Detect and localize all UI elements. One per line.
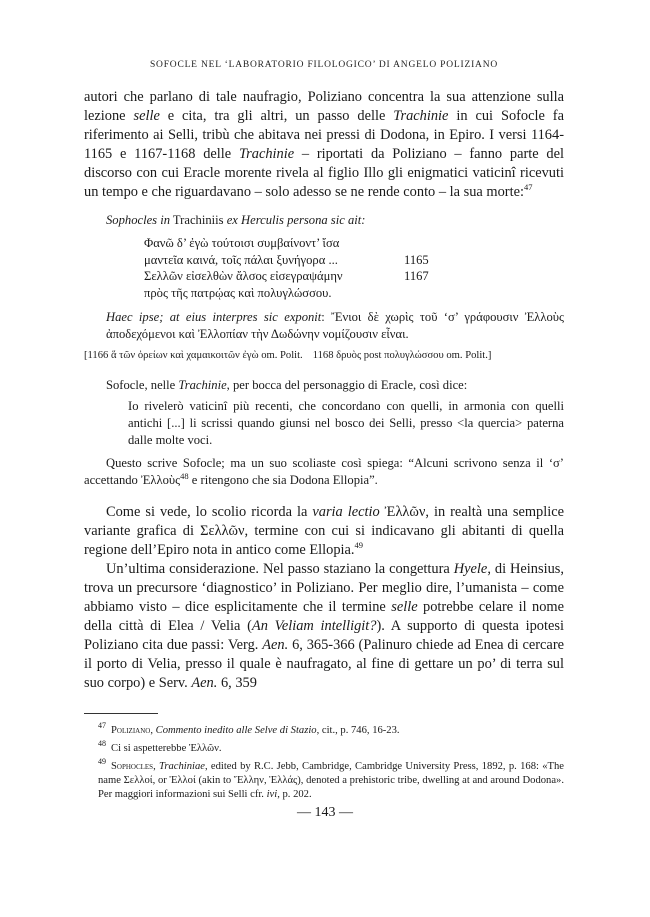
text: Trachinie <box>238 146 295 162</box>
text: Trachinie <box>393 108 449 124</box>
footnote-ref: 47 <box>523 182 533 193</box>
footnote-48 <box>84 739 564 756</box>
text: Hyele <box>453 561 488 577</box>
text: potrebbe celare il nome della città di Elea / Velia ( <box>84 599 565 634</box>
verse-number <box>404 235 444 252</box>
text: : Ἔνιοι δὲ χωρὶς τοῦ ‘σ’ γράφουσιν Ἐλλοὺς ἀποδεχόμενοι καὶ Ἐλλοπίαν τὴν Δωδώνην νομίζουσιν εἶναι. <box>106 310 564 341</box>
verse-line <box>144 285 564 302</box>
page-number: — 143 — <box>297 805 353 820</box>
text: , edited by R.C. Jebb, Cambridge, Cambridge University Press, 1892, p. 168: «The name Σελλοί, or Ἑλλοί (akin to Ἕλλην, Ἑλλάς), denoted a prehistoric tribe, dwelling at and around Dodona». Per maggiori informazioni sui Selli cfr. <box>98 761 565 800</box>
text: Come si vede, lo scolio ricorda la <box>106 504 313 520</box>
text: Commento inedito alle Selve di Stazio <box>155 725 317 736</box>
scholion-translation <box>84 455 564 489</box>
text: Haec ipse; at eius interpres sic exponit <box>106 310 322 324</box>
text: selle <box>133 108 160 124</box>
verse-number: 1167 <box>404 269 429 283</box>
verse-text: μαντεῖα καινά, τοῖς πάλαι ξυνήγορα ... <box>144 252 338 267</box>
text: autori che parlano di tale naufragio, Poliziano concentra la sua attenzione sulla lezione <box>84 89 564 124</box>
verse-block <box>144 235 564 301</box>
text: , per bocca del personaggio di Eracle, così dice: <box>226 378 468 392</box>
text: Poliziano <box>111 725 151 736</box>
paragraph-1 <box>84 88 564 202</box>
text: [1166 ἅ τῶν ὀρείων καὶ χαμαικοιτῶν ἐγὼ om. Polit. <box>84 350 303 361</box>
footnote-separator <box>84 713 158 714</box>
text: , p. 202. <box>277 789 312 800</box>
paragraph-2 <box>84 503 564 560</box>
text: e ritengono che sia Dodona Ellopia”. <box>188 473 378 487</box>
text: in cui Sofocle fa riferimento ai Selli, tribù che abitava nei pressi di Dodona, in Epiro. I versi 1164-1165 e 1167-1168 delle <box>84 108 564 162</box>
text: ivi <box>266 789 278 800</box>
translation-intro <box>106 377 564 394</box>
text: Ci si aspetterebbe Ἐλλῶν. <box>111 743 222 754</box>
text: , <box>153 761 160 772</box>
text: Trachiniis <box>170 213 227 227</box>
text: 6, 359 <box>217 675 257 691</box>
footnote-ref: 48 <box>180 470 189 481</box>
footnote-49 <box>84 757 565 802</box>
verse-line <box>144 252 564 269</box>
translation-block: Io rivelerò vaticinî più recenti, che concordano con quelli, in armonia con quelli antichi [...] li scrissi quando giunsi nel bosco dei Selli, presso <la quercia> paterna dalle molte voci. <box>128 399 564 447</box>
text: Sophocles <box>111 761 154 772</box>
verse-text: Φανῶ δ’ ἐγὼ τούτοισι συμβαίνοντ’ ἴσα <box>144 236 340 250</box>
text: 6, 365-366 (Palinuro chiede ad Enea di cercare il porto di Velia, presso il quale è naufragato, al fine di gettare un po’ di terra sul suo corpo) e Serv. <box>84 637 564 691</box>
footnote-number: 48 <box>98 739 106 749</box>
quote-intro <box>106 212 564 229</box>
text: , cit., p. 746, 16-23. <box>316 725 400 736</box>
text: ex Herculis persona sic ait: <box>226 213 366 227</box>
text: Trachiniae <box>159 761 205 772</box>
verse-line <box>144 235 564 252</box>
text: 1168 δρυὸς post πολυγλώσσου om. Polit.] <box>312 350 492 361</box>
text: , <box>150 725 156 736</box>
text: Aen. <box>191 675 218 691</box>
text: ). A supporto di questa ipotesi Poliziano cita due passi: Verg. <box>84 618 564 653</box>
text: e cita, tra gli altri, un passo delle <box>159 108 394 124</box>
apparatus-criticus <box>84 349 564 363</box>
footnote-ref: 49 <box>354 540 364 551</box>
running-head: SOFOCLE NEL ‘LABORATORIO FILOLOGICO’ DI ANGELO POLIZIANO <box>149 60 499 70</box>
text: An Veliam intelligit? <box>251 618 377 634</box>
footnote-number: 47 <box>98 721 106 731</box>
text: Sofocle, nelle <box>106 378 179 392</box>
text: – riportati da Poliziano – fanno parte del discorso con cui Eracle morente rivela al figlio Illo gli enigmatici vaticinî ricevuti un tempo e che riguardavano – solo adesso se ne rende conto – la sua morte: <box>84 146 564 200</box>
text: Trachinie <box>178 378 227 392</box>
text: Questo scrive Sofocle; ma un suo scoliaste così spiega: “Alcuni scrivono senza il ‘σ’ accettando Ἐλλοὺς <box>84 456 564 487</box>
text: varia lectio <box>312 504 380 520</box>
text: selle <box>391 599 418 615</box>
text: Aen. <box>262 637 289 653</box>
text: Ἐλλῶν, in realtà una semplice variante grafica di Σελλῶν, termine con cui si indicavano gli abitanti di quella regione dell’Epiro nota in antico come Ellopia. <box>84 504 564 558</box>
verse-number <box>404 285 444 302</box>
page-body <box>84 60 564 806</box>
text: Sophocles in <box>106 213 171 227</box>
paragraph-3 <box>84 560 564 693</box>
verse-line <box>144 268 564 285</box>
text: Un’ultima considerazione. Nel passo staziano la congettura <box>106 561 454 577</box>
footnote-47 <box>84 721 564 738</box>
text: , di Heinsius, trova un precursore ‘diagnostico’ in Poliziano. Per meglio dire, l’umanista – come abbiamo visto – dice esplicitamente che il termine <box>84 561 564 615</box>
verse-number: 1165 <box>404 252 429 267</box>
scholion-quote <box>106 309 564 343</box>
verse-text: πρὸς τῆς πατρῴας καὶ πολυγλώσσου. <box>144 285 332 300</box>
verse-text: Σελλῶν εἰσελθὼν ἄλσος εἰσεγραψάμην <box>144 269 343 283</box>
footnote-number: 49 <box>98 757 106 767</box>
